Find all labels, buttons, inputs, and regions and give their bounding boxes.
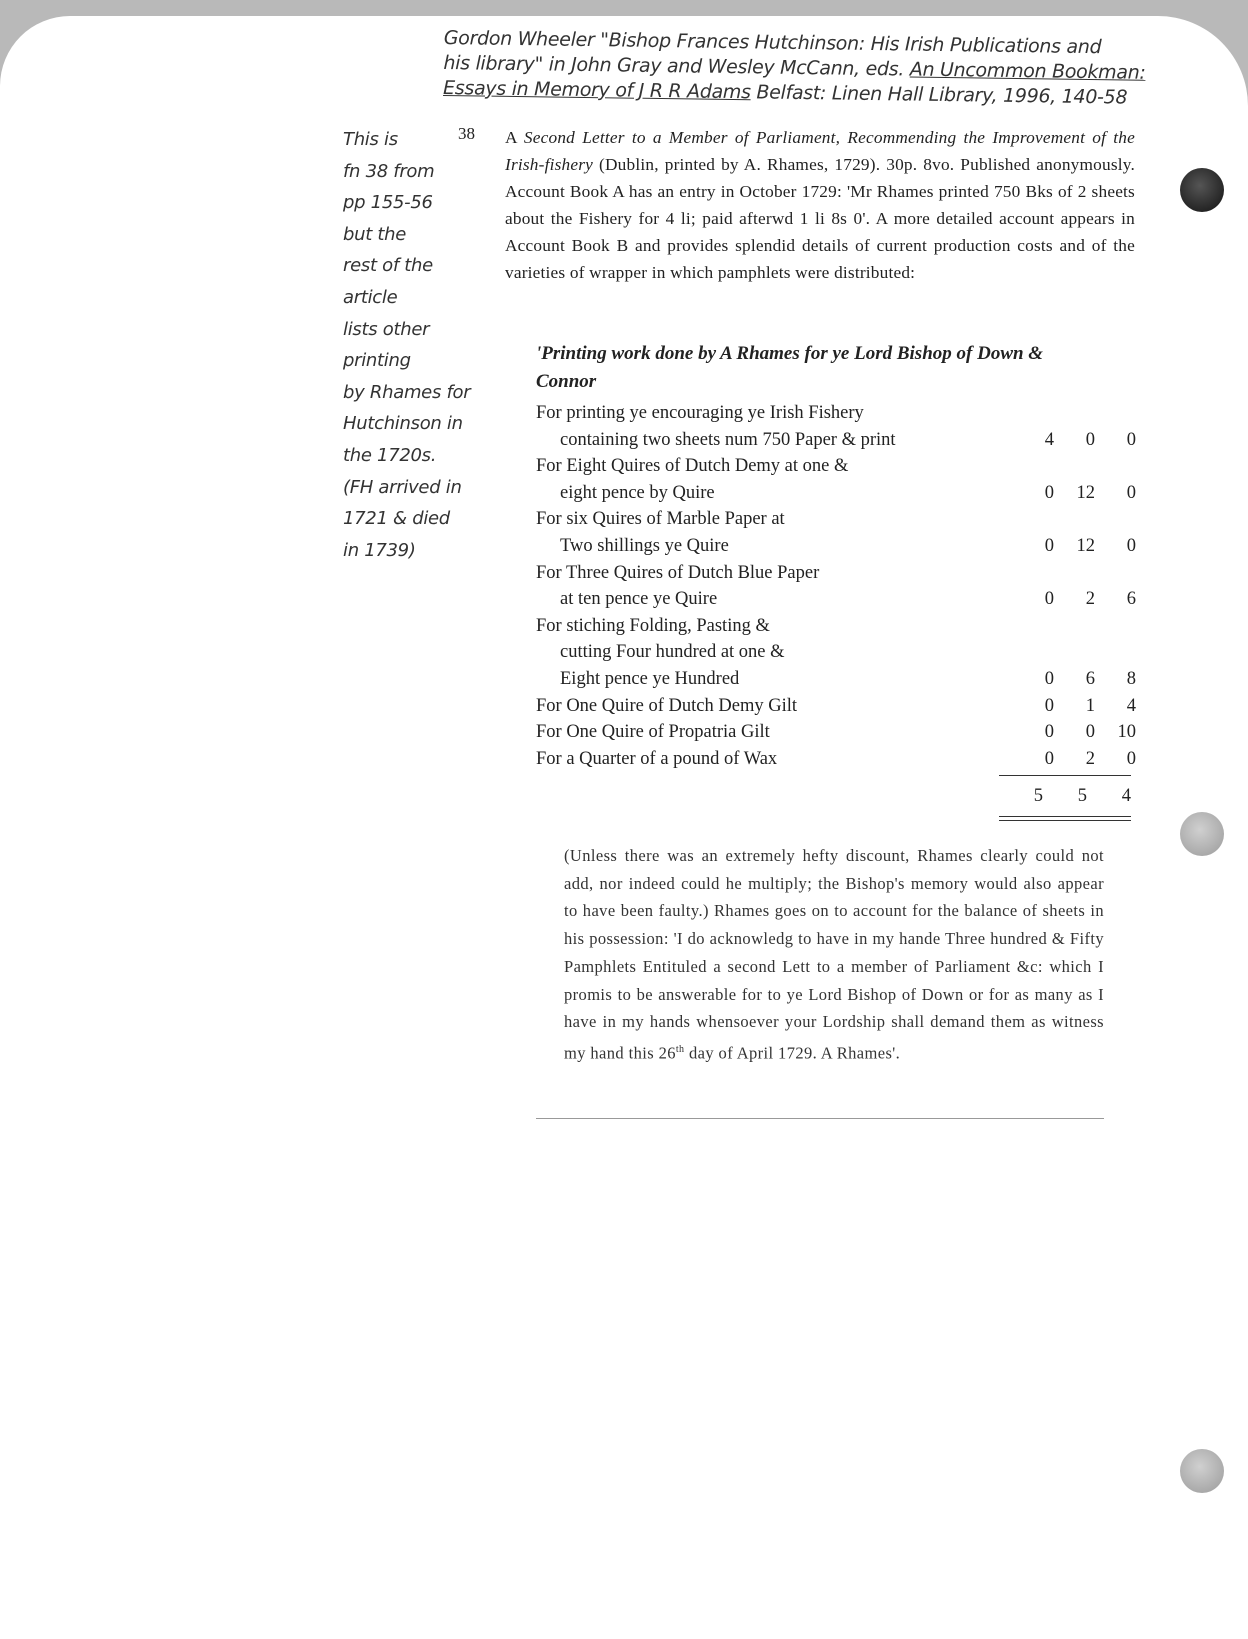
margin-note-line: lists other	[343, 318, 430, 340]
punch-hole	[1180, 812, 1224, 856]
commentary-paragraph	[564, 842, 1104, 1067]
margin-note-line: This is	[343, 129, 398, 150]
pence-value: 4	[1126, 695, 1136, 716]
margin-note-line: fn 38 from	[343, 160, 435, 182]
shillings-value: 2	[1085, 748, 1095, 769]
margin-note-line: (FH arrived in	[343, 476, 462, 498]
margin-note-line: Hutchinson in	[343, 413, 463, 435]
end-rule	[536, 1118, 1104, 1119]
commentary-text: day of April 1729. A Rhames'.	[684, 1043, 901, 1063]
item-description: eight pence by Quire	[560, 482, 715, 503]
punch-hole	[1180, 168, 1224, 212]
item-description: For stiching Folding, Pasting &	[536, 615, 770, 636]
citation-text: Belfast: Linen Hall Library, 1996, 140-58	[750, 81, 1128, 109]
handwritten-citation	[443, 26, 1184, 111]
double-rule	[999, 816, 1131, 817]
account-row-line	[536, 506, 1136, 533]
pounds-value: 0	[1044, 535, 1054, 556]
pounds-value: 0	[1044, 748, 1054, 769]
pence-value: 0	[1126, 429, 1136, 450]
citation-book-title: An Uncommon Bookman:	[909, 58, 1146, 84]
double-rule	[999, 820, 1131, 821]
footnote-lead: A	[505, 128, 524, 147]
margin-note-line: in 1739)	[343, 539, 416, 561]
pounds-value: 0	[1044, 482, 1054, 503]
shillings-value: 12	[1076, 482, 1095, 503]
account-row-line	[536, 586, 1136, 613]
shillings-value: 2	[1085, 589, 1095, 610]
item-description: Two shillings ye Quire	[560, 535, 729, 556]
item-description: For Eight Quires of Dutch Demy at one &	[536, 456, 849, 477]
shillings-value: 12	[1076, 535, 1095, 556]
pounds-value: 0	[1044, 668, 1054, 689]
item-description: For printing ye encouraging ye Irish Fishery	[536, 403, 864, 423]
account-total	[999, 786, 1131, 807]
account-row-line	[536, 560, 1136, 587]
account-row-line	[536, 453, 1136, 480]
citation-text: his library" in John Gray and Wesley McCann, eds.	[443, 51, 910, 81]
account-row-line	[536, 639, 1136, 666]
total-pounds: 5	[1033, 786, 1043, 806]
pence-value: 6	[1126, 589, 1136, 610]
account-row-line	[536, 719, 1136, 746]
account-row-line	[536, 533, 1136, 560]
item-description: at ten pence ye Quire	[560, 589, 718, 610]
account-row-line	[536, 613, 1136, 640]
punch-hole	[1180, 1449, 1224, 1493]
account-heading: 'Printing work done by A Rhames for ye Lord Bishop of Down & Connor	[536, 343, 1044, 392]
pounds-value: 0	[1044, 695, 1054, 716]
shillings-value: 0	[1085, 429, 1095, 450]
total-pence: 4	[1121, 786, 1131, 806]
total-shillings: 5	[1077, 786, 1087, 806]
account-row-line	[536, 666, 1136, 693]
account-row-line	[536, 480, 1136, 507]
margin-note-line: printing	[343, 350, 411, 372]
shillings-value: 0	[1085, 722, 1095, 743]
margin-note-line: article	[343, 286, 398, 308]
pence-value: 10	[1117, 722, 1136, 743]
item-description: For six Quires of Marble Paper at	[536, 509, 785, 530]
item-description: Eight pence ye Hundred	[560, 668, 740, 689]
margin-note-line: but the	[343, 223, 407, 245]
margin-note	[343, 124, 503, 566]
margin-note-line: rest of the	[343, 255, 433, 277]
footnote-number: 38	[458, 124, 475, 143]
citation-book-title: Essays in Memory of J R R Adams	[442, 76, 751, 104]
sum-rule	[999, 775, 1131, 776]
pounds-value: 4	[1044, 429, 1054, 450]
shillings-value: 1	[1085, 695, 1095, 716]
item-description: For Three Quires of Dutch Blue Paper	[536, 562, 820, 583]
item-description: containing two sheets num 750 Paper & print	[560, 429, 896, 450]
margin-note-line: pp 155-56	[343, 192, 433, 214]
pence-value: 0	[1126, 482, 1136, 503]
item-description: For a Quarter of a pound of Wax	[536, 748, 778, 769]
account-table	[536, 340, 1136, 772]
pence-value: 0	[1126, 535, 1136, 556]
account-row-line	[536, 693, 1136, 720]
pence-value: 8	[1126, 668, 1136, 689]
citation-line: Gordon Wheeler "Bishop Frances Hutchinson: His Irish Publications and	[443, 26, 1102, 59]
superscript: th	[675, 1043, 685, 1055]
margin-note-line: the 1720s.	[343, 444, 437, 466]
item-description: cutting Four hundred at one &	[560, 642, 785, 663]
footnote-text	[505, 124, 1135, 286]
account-row-line	[536, 427, 1136, 454]
shillings-value: 6	[1085, 668, 1095, 689]
commentary-text: (Unless there was an extremely hefty discount, Rhames clearly could not add, nor indeed could he multiply; the Bishop's memory would also appear to have been faulty.) Rhames goes on to account for the balance of sheets in his possession: 'I do acknowledg to have in my hande Three hundred & Fifty Pamphlets Entituled a second Lett to a member of Parliament &c: which I promis to be answerable for to ye Lord Bishop of Down or for as many as I have in my hands whensoever your Lordship shall demand them as witness my hand this 26	[564, 846, 1104, 1063]
account-row-line	[536, 746, 1136, 773]
footnote-title: Second Letter to a Member of Parliament, Recommending the Improvement of the Irish-fishery	[505, 128, 1136, 174]
footnote-body: (Dublin, printed by A. Rhames, 1729). 30p. 8vo. Published anonymously. Account Book A has an entry in October 1729: 'Mr Rhames printed 750 Bks of 2 sheets about the Fishery for 4 li; paid afterwd 1 li 8s 0'. A more detailed account appears in Account Book B and provides splendid details of current production costs and of the varieties of wrapper in which pamphlets were distributed:	[505, 155, 1135, 282]
margin-note-line: by Rhames for	[343, 381, 471, 403]
pounds-value: 0	[1044, 589, 1054, 610]
item-description: For One Quire of Dutch Demy Gilt	[536, 695, 798, 716]
pounds-value: 0	[1044, 722, 1054, 743]
pence-value: 0	[1126, 748, 1136, 769]
account-row-line	[536, 400, 1136, 427]
margin-note-line: 1721 & died	[343, 508, 450, 530]
item-description: For One Quire of Propatria Gilt	[536, 722, 770, 743]
